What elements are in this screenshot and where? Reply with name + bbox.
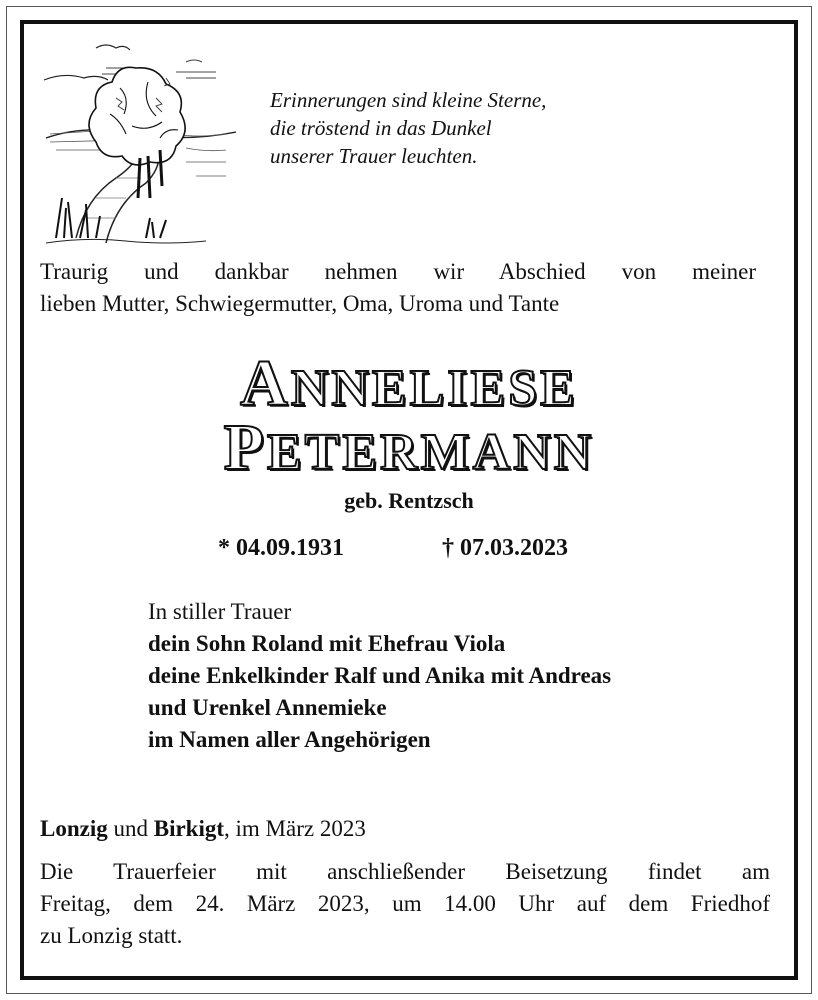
town-name: Birkigt <box>153 816 225 841</box>
poem <box>270 86 546 170</box>
mourners-heading: In stiller Trauer <box>148 599 292 624</box>
intro-line: lieben Mutter, Schwiegermutter, Oma, Uroma und Tante <box>40 291 560 316</box>
funeral-line: zu Lonzig statt. <box>40 923 183 948</box>
birth-name: geb. Rentzsch <box>344 488 474 513</box>
poem-line: Erinnerungen sind kleine Sterne, <box>270 88 547 112</box>
funeral-line: Freitag, dem 24. März 2023, um 14.00 Uhr auf dem Friedhof <box>40 891 770 916</box>
intro-text <box>40 256 756 320</box>
mourner-line: im Namen aller Angehörigen <box>148 727 431 752</box>
poem-line: die tröstend in das Dunkel <box>270 116 492 140</box>
funeral-info <box>40 856 770 952</box>
town-name: Lonzig <box>40 816 108 841</box>
landscape-tree-illustration <box>36 38 236 248</box>
place-date <box>40 816 366 842</box>
death-date: † 07.03.2023 <box>442 535 568 561</box>
mourner-line: deine Enkelkinder Ralf und Anika mit Andreas <box>148 663 612 688</box>
last-name-text: PETERMANN <box>223 411 595 484</box>
intro-line: Traurig und dankbar nehmen wir Abschied von meiner <box>40 259 756 284</box>
mourner-line: dein Sohn Roland mit Ehefrau Viola <box>148 631 506 656</box>
poem-line: unserer Trauer leuchten. <box>270 144 478 168</box>
funeral-line: Die Trauerfeier mit anschließender Beisetzung findet am <box>40 859 770 884</box>
date-text: , im März 2023 <box>224 816 366 841</box>
mourners-block <box>148 596 611 756</box>
birth-date: * 04.09.1931 <box>218 535 344 561</box>
conjunction: und <box>113 816 148 841</box>
first-name-text: ANNELIESE <box>240 347 578 420</box>
mourner-line: und Urenkel Annemieke <box>148 695 387 720</box>
